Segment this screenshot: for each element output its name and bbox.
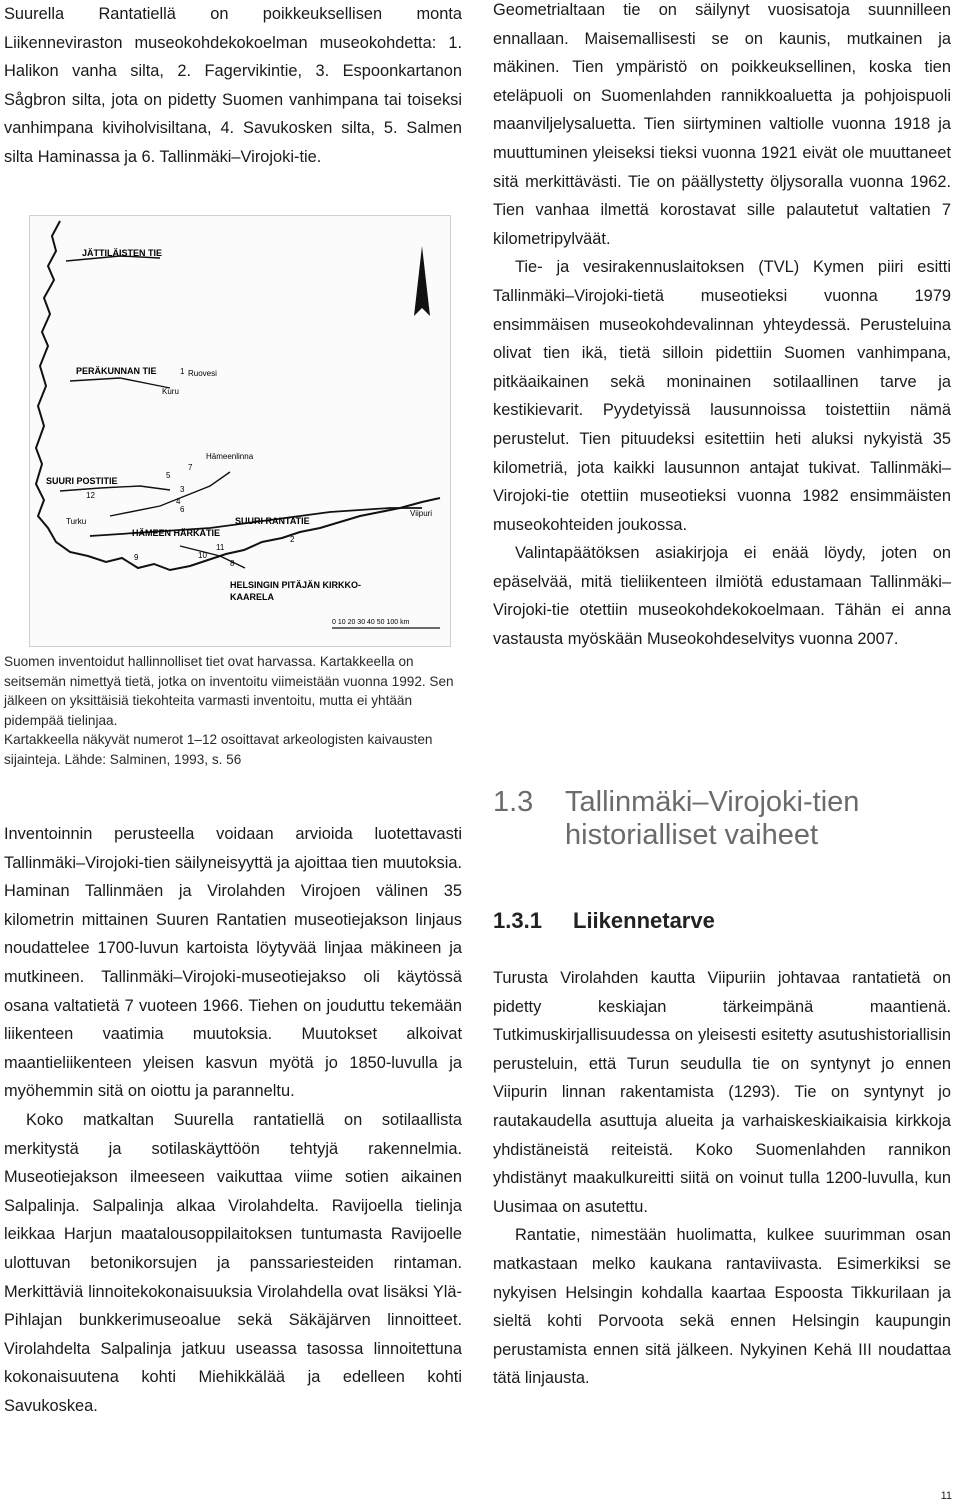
body-paragraph: Rantatie, nimestään huolimatta, kulkee suurimman osan matkastaan melko kaukana rantaviivasta. Esimerkiksi se nykyisen Helsingin kohdalla kaartaa Espoosta Tikkurilaan ja sieltä kohti Porvoota sekä ennen Helsingin kaupungin perustamista ennen sitä jälkeen. Nykyinen Kehä III noudattaa tätä linjausta. <box>493 1226 951 1388</box>
site-number: 9 <box>134 553 139 562</box>
scale-label: 0 10 20 30 40 50 100 km <box>332 619 410 626</box>
left-body <box>4 820 462 1420</box>
site-number: 10 <box>198 551 207 560</box>
left-column <box>4 0 462 1415</box>
map-caption <box>4 652 462 769</box>
road-map-figure <box>29 215 451 647</box>
site-number: 1 <box>180 367 185 376</box>
site-number: 6 <box>180 505 185 514</box>
label-rantatie: SUURI RANTATIE <box>235 516 310 526</box>
site-number: 12 <box>86 491 95 500</box>
body-paragraph: Valintapäätöksen asiakirjoja ei enää löydy, joten on epäselvää, mitä tieliikenteen ilmiötä edustamaan Tallinmäki–Virojoki-tie otettiin museokohdekokoelmaan. Tähän ei anna vastausta myöskään Museokohdeselvitys vuonna 2007. <box>493 544 951 649</box>
subsection-heading <box>493 908 951 934</box>
right-body-bottom <box>493 964 951 1393</box>
site-number: 5 <box>166 471 171 480</box>
label-helsingin-2: KAARELA <box>230 592 274 602</box>
road-postitie <box>60 486 170 491</box>
label-turku: Turku <box>66 517 87 526</box>
body-paragraph: Koko matkaltan Suurella rantatiellä on sotilaallista merkitystä ja sotilaskäyttöön tehtyjä rakennelmia. Museotiejakson ilmeeseen vaikuttaa viime sotien aikainen Salpalinja. Salpalinja alkaa Virolahdelta. Ravijoella tielinja leikkaa Harjun maatalousoppilaitoksen tuntumasta Ravijoelle ulottuvan betonikorsujen ja panssariesteiden rintaman. Merkittäviä linnoitekokonaisuuksia Virolahdella ovat lisäksi Ylä-Pihlajan bunkkerimuseoalue sekä Säkäjärven linnoitteet. Virolahdelta Salpalinja jatkuu useassa tasossa linnoitettuna kokonaisuutena kohti Miehikkälää ja edelleen kohti Savukoskea. <box>4 1110 462 1415</box>
site-number: 8 <box>230 559 235 568</box>
section-title: Tallinmäki–Virojoki-tien historialliset vaiheet <box>565 786 860 851</box>
site-number: 11 <box>216 543 225 552</box>
site-number: 2 <box>290 535 295 544</box>
caption-line-2: Kartakkeella näkyvät numerot 1–12 osoittavat arkeologisten kaivausten sijainteja. Lähde: Salminen, 1993, s. 56 <box>4 732 433 767</box>
label-viipuri: Viipuri <box>410 509 433 518</box>
site-number: 7 <box>188 463 193 472</box>
road-perakunnan <box>70 378 170 388</box>
site-number: 3 <box>180 485 185 494</box>
label-kuru: Kuru <box>162 387 179 396</box>
page-number: 11 <box>940 1490 952 1502</box>
label-jattilaisten: JÄTTILÄISTEN TIE <box>82 248 163 258</box>
body-paragraph: Geometrialtaan tie on säilynyt vuosisatoja suunnilleen ennallaan. Maisemallisesti se on kaunis, mutkainen ja mäkinen. Tien ympäristö on poikkeuksellinen, koska tien eteläpuoli on Suomenlahden rannikkoaluetta ja pohjoispuoli maanviljelysaluetta. Tien siirtyminen valtiolle vuonna 1918 ja muuttuminen yleiseksi tieksi vuonna 1921 eivät ole muuttaneet sitä merkittävästi. Tie on päällystetty öljysoralla vuonna 1962. Tien vanhaa ilmettä korostavat sille palautetut valtatien 7 kilometripylväät. <box>493 1 951 248</box>
subsection-title: Liikennetarve <box>573 908 715 933</box>
body-paragraph: Inventoinnin perusteella voidaan arvioida luotettavasti Tallinmäki–Virojoki-tien säilyneisyyttä ja ajoittaa tien muutoksia. Haminan Tallinmäen ja Virolahden Virojoen välinen 35 kilometrin mittainen Suuren Rantatien museotiejakson linjaus noudattelee 1700-luvun kartoista löytyvää linjaa mäkineen ja mutkineen. Tallinmäki–Virojoki-museotiejakso oli käytössä osana valtatietä 7 vuoteen 1966. Tiehen on jouduttu tekemään liikenteen vaatimia muutoksia. Muutokset alkoivat maantieliikenteen yleisen kasvun myötä jo 1850-luvulla ja myöhemmin sitä on oiottu ja paranneltu. <box>4 825 462 1101</box>
label-ruovesi: Ruovesi <box>188 369 217 378</box>
body-paragraph: Turusta Virolahden kautta Viipuriin johtavaa rantatietä on pidetty keskiajan tärkeimpänä maantienä. Tutkimuskirjallisuudessa on yleisesti esitetty asutushistoriallisin perusteluin, että Turun seudulla tie on syntynyt jo ennen Viipurin linnan rakentamista (1293). Tie on syntynyt jo rautakaudella asuttuja alueita ja varhaiskeskiaikaisia kirkkoja yhdistäneistä reiteistä. Koko Suomenlahden rannikon yhdistänyt maakulkureitti siitä on voinut tulla 1200-luvulla, kun Uusimaa on asutettu. <box>493 969 951 1216</box>
intro-paragraph: Suurella Rantatiellä on poikkeuksellisen monta Liikenneviraston museokohdekokoelman museokohdetta: 1. Halikon vanha silta, 2. Fagervikintie, 3. Espoonkartanon Sågbron silta, jota on pidetty Suomen vanhimpana tai toiseksi vanhimpana kiviholvisiltana, 4. Savukosken silta, 5. Salmen silta Haminassa ja 6. Tallinmäki–Virojoki-tie. <box>4 5 462 166</box>
label-helsingin-1: HELSINGIN PITÄJÄN KIRKKO- <box>230 580 362 590</box>
label-hameenlinna: Hämeenlinna <box>206 452 254 461</box>
section-number: 1.3 <box>493 786 534 818</box>
label-postitie: SUURI POSTITIE <box>46 476 118 486</box>
label-harkatie: HÄMEEN HÄRKÄTIE <box>132 528 221 538</box>
body-paragraph: Tie- ja vesirakennuslaitoksen (TVL) Kymen piiri esitti Tallinmäki–Virojoki-tietä museotieksi vuonna 1979 ensimmäisen museokohdevalinnan yhteydessä. Perusteluina olivat tien ikä, tietä silloin pidettiin Suomen vanhimpana, pitkäaikainen sekä moninainen sotilaallinen tarve ja kestikievarit. Pyydetyissä lausunnoissa toistettiin nämä perustelut. Tien pituudeksi esitettiin heti aluksi nykyistä 35 kilometriä, jota kaikki lausunnon antajat tukivat. Tallinmäki–Virojoki-tie otettiin museotieksi vuonna 1982 ensimmäisten museokohteiden joukossa. <box>493 258 951 534</box>
north-arrow-icon <box>414 246 430 316</box>
site-number: 4 <box>176 497 181 506</box>
map-svg <box>30 216 450 646</box>
label-perakunnan: PERÄKUNNAN TIE <box>76 366 157 376</box>
right-body-top <box>493 0 951 654</box>
subsection-number: 1.3.1 <box>493 908 542 933</box>
road-helsingin <box>180 546 245 568</box>
caption-line-1: Suomen inventoidut hallinnolliset tiet ovat harvassa. Kartakkeella on seitsemän nimettyä tietä, jotka on inventoitu viimeistään vuonna 1992. Sen jälkeen on yksittäisiä tiekohteita varmasti inventoitu, mutta ei yhtään pidempää tielinjaa. <box>4 654 454 728</box>
